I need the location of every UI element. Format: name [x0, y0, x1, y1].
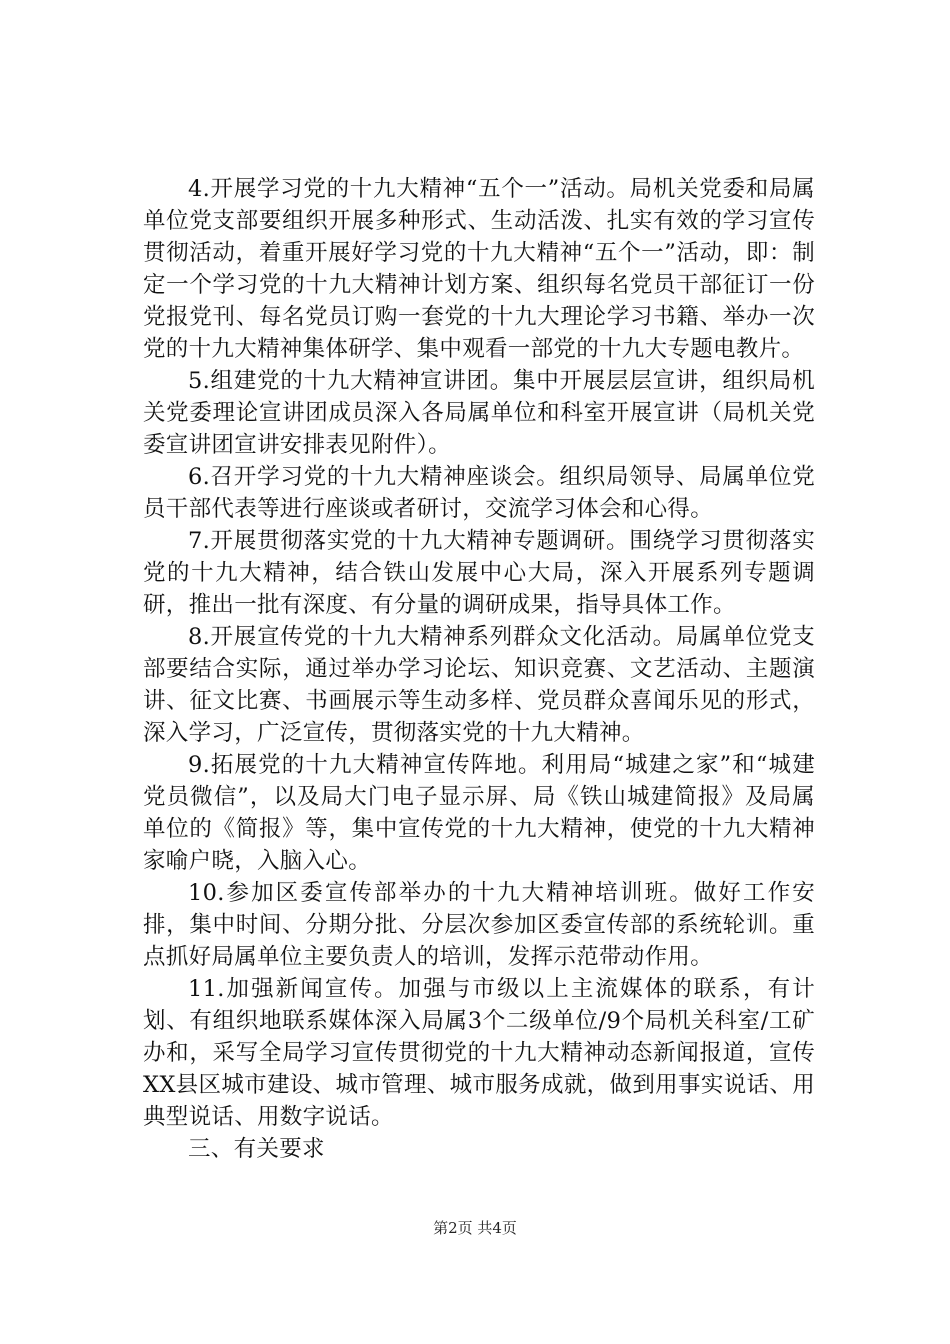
section-heading: 三、有关要求	[188, 1136, 325, 1162]
page-footer	[0, 1218, 950, 1238]
paragraph-item-9: 9.拓展党的十九大精神宣传阵地。利用局“城建之家”和“城建党员微信”，以及局大门电子显示屏、局《铁山城建简报》及局属单位的《简报》等，集中宣传党的十九大精神，使党的十九大精神家喻户晓，入脑入心。	[143, 752, 815, 874]
page-number: 第2页 共4页	[433, 1219, 517, 1237]
paragraph-item-6: 6.召开学习党的十九大精神座谈会。组织局领导、局属单位党员干部代表等进行座谈或者研讨，交流学习体会和心得。	[143, 464, 815, 522]
paragraph-item-8: 8.开展宣传党的十九大精神系列群众文化活动。局属单位党支部要结合实际，通过举办学习论坛、知识竞赛、文艺活动、主题演讲、征文比赛、书画展示等生动多样、党员群众喜闻乐见的形式，深入学习，广泛宣传，贯彻落实党的十九大精神。	[143, 624, 815, 746]
paragraph-item-10: 10.参加区委宣传部举办的十九大精神培训班。做好工作安排，集中时间、分期分批、分层次参加区委宣传部的系统轮训。重点抓好局属单位主要负责人的培训，发挥示范带动作用。	[143, 880, 815, 970]
paragraph-item-5: 5.组建党的十九大精神宣讲团。集中开展层层宣讲，组织局机关党委理论宣讲团成员深入各局属单位和科室开展宣讲（局机关党委宣讲团宣讲安排表见附件）。	[143, 368, 815, 458]
paragraph-item-11: 11.加强新闻宣传。加强与市级以上主流媒体的联系，有计划、有组织地联系媒体深入局属3个二级单位/9个局机关科室/工矿办和，采写全局学习宣传贯彻党的十九大精神动态新闻报道，宣传XX县区城市建设、城市管理、城市服务成就，做到用事实说话、用典型说话、用数字说话。	[143, 976, 815, 1130]
document-body	[143, 173, 815, 1165]
paragraph-item-7: 7.开展贯彻落实党的十九大精神专题调研。围绕学习贯彻落实党的十九大精神，结合铁山发展中心大局，深入开展系列专题调研，推出一批有深度、有分量的调研成果，指导具体工作。	[143, 528, 815, 618]
paragraph-item-4: 4.开展学习党的十九大精神“五个一”活动。局机关党委和局属单位党支部要组织开展多种形式、生动活泼、扎实有效的学习宣传贯彻活动，着重开展好学习党的十九大精神“五个一”活动，即：制定一个学习党的十九大精神计划方案、组织每名党员干部征订一份党报党刊、每名党员订购一套党的十九大理论学习书籍、举办一次党的十九大精神集体研学、集中观看一部党的十九大专题电教片。	[143, 176, 815, 362]
